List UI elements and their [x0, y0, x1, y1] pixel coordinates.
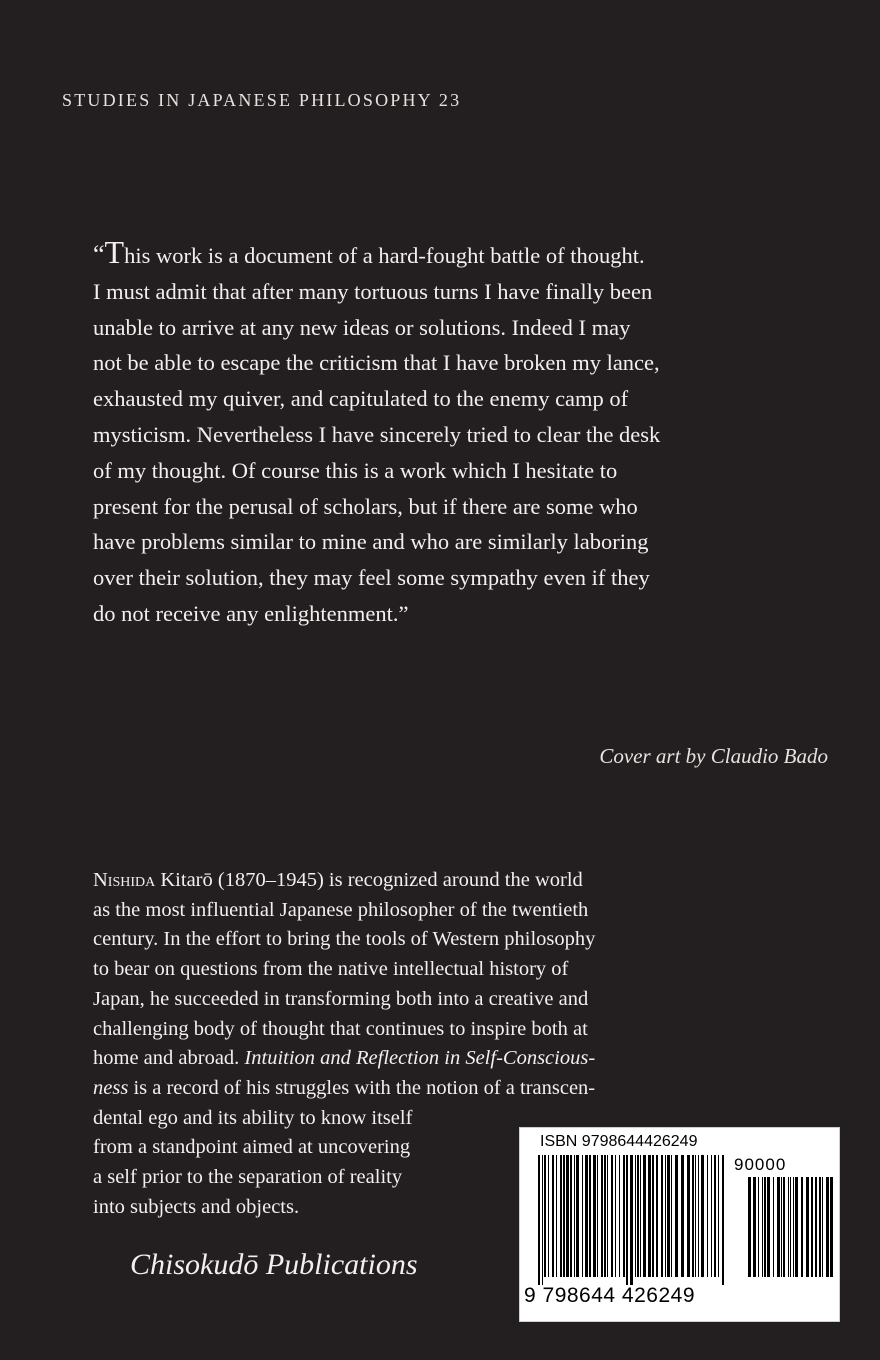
- barcode-bar: [607, 1155, 608, 1277]
- barcode-bar: [822, 1177, 823, 1277]
- barcode-bar: [542, 1155, 543, 1285]
- barcode-bar: [576, 1155, 579, 1277]
- barcode-bar: [718, 1155, 719, 1277]
- blurb-line: century. In the effort to bring the tools of Western philosophy: [93, 928, 596, 951]
- barcode-bar: [790, 1177, 791, 1277]
- book-title-part-2: ness: [93, 1076, 129, 1099]
- barcode-bar: [637, 1155, 639, 1277]
- barcode-bar: [687, 1155, 690, 1277]
- barcode-bar: [648, 1155, 651, 1277]
- barcode-bar: [758, 1177, 759, 1277]
- barcode-bar: [611, 1155, 613, 1277]
- barcode-bar: [764, 1177, 766, 1277]
- barcode-bar: [585, 1155, 588, 1277]
- barcode-bar: [538, 1155, 540, 1285]
- quote-line: present for the perusal of scholars, but if there are some who: [93, 493, 638, 519]
- addon-number: 90000: [734, 1155, 787, 1174]
- quote-line: over their solution, they may feel some sympathy even if they: [93, 565, 650, 591]
- barcode-bar: [552, 1155, 554, 1277]
- series-title: STUDIES IN JAPANESE PHILOSOPHY 23: [62, 90, 462, 110]
- barcode-bar: [753, 1177, 756, 1277]
- cover-art-credit: Cover art by Claudio Bado: [599, 744, 828, 768]
- blurb-line-7-plain: home and abroad.: [93, 1047, 245, 1070]
- barcode-bar: [556, 1155, 557, 1277]
- barcode-bar: [635, 1155, 636, 1277]
- quote-line: mysticism. Nevertheless I have sincerely tried to clear the desk: [93, 421, 661, 447]
- barcode-bar: [661, 1155, 663, 1277]
- barcode-bar: [692, 1155, 694, 1277]
- barcode-bar: [826, 1177, 829, 1277]
- quote-line: have problems similar to mine and who are similarly laboring: [93, 529, 649, 555]
- barcode-bar: [615, 1155, 616, 1277]
- barcode-bar: [566, 1155, 569, 1277]
- blurb-line-7: [93, 1044, 693, 1074]
- barcode-bar: [623, 1155, 625, 1277]
- blurb-line: a self prior to the separation of reality: [93, 1166, 403, 1189]
- barcode-bar: [698, 1155, 699, 1277]
- publisher-name: Chisokudō Publications: [130, 1248, 418, 1281]
- barcode-bar: [795, 1177, 798, 1277]
- barcode-bar: [589, 1155, 591, 1277]
- barcode-bar: [811, 1177, 813, 1277]
- barcode-bar: [560, 1155, 562, 1277]
- barcode-bar: [643, 1155, 646, 1277]
- isbn-barcode: [519, 1127, 840, 1322]
- barcode-bar: [630, 1155, 633, 1285]
- blurb-line-1: [93, 866, 693, 896]
- quote-initial: T: [104, 234, 125, 270]
- ean13-bars: [524, 1155, 728, 1285]
- barcode-bar: [665, 1155, 666, 1277]
- barcode-bar: [815, 1177, 817, 1277]
- barcode-bar: [619, 1155, 620, 1277]
- barcode-bar: [695, 1155, 696, 1277]
- blurb-line: from a standpoint aimed at uncovering: [93, 1136, 411, 1159]
- barcode-bar: [762, 1177, 763, 1277]
- blurb-line: as the most influential Japanese philosopher of the twentieth: [93, 898, 589, 921]
- blurb-line: dental ego and its ability to know itself: [93, 1106, 413, 1129]
- barcode-bar: [582, 1155, 583, 1277]
- barcode-bar: [671, 1155, 672, 1277]
- quote-line: exhausted my quiver, and capitulated to the enemy camp of: [93, 386, 629, 412]
- barcode-bar: [593, 1155, 596, 1277]
- quote-line-1: [93, 236, 773, 274]
- barcode-bar: [801, 1177, 803, 1277]
- barcode-bar: [783, 1177, 785, 1277]
- blurb-line-8-plain: is a record of his struggles with the notion of a transcen-: [128, 1076, 596, 1099]
- quote-line: of my thought. Of course this is a work which I hesitate to: [93, 457, 618, 483]
- barcode-bar: [652, 1155, 654, 1277]
- quote-line: I must admit that after many tortuous turns I have finally been: [93, 278, 653, 304]
- barcode-bar: [781, 1177, 782, 1277]
- quote-line-1-rest: his work is a document of a hard-fought battle of thought.: [124, 243, 645, 268]
- addon-bars: [734, 1177, 834, 1285]
- barcode-bar: [640, 1155, 641, 1277]
- barcode-bar: [793, 1177, 794, 1277]
- barcode-bar: [675, 1155, 678, 1277]
- barcode-bar: [748, 1177, 751, 1277]
- barcode-bar: [570, 1155, 572, 1277]
- barcode-bar: [711, 1155, 712, 1277]
- barcode-bar: [544, 1155, 546, 1277]
- blurb-line: into subjects and objects.: [93, 1195, 300, 1218]
- barcode-bar: [819, 1177, 821, 1277]
- barcode-bar: [604, 1155, 606, 1277]
- barcode-bar: [767, 1177, 770, 1277]
- barcode-bar: [722, 1155, 724, 1285]
- blurb-line: to bear on questions from the native intellectual history of: [93, 958, 569, 981]
- barcode-bar: [773, 1177, 774, 1277]
- book-title-part-1: Intuition and Reflection in Self-Conscious-: [244, 1047, 596, 1070]
- barcode-bar: [806, 1177, 809, 1277]
- quote-open-mark: “: [93, 240, 105, 269]
- blurb-line: Japan, he succeeded in transforming both into a creative and: [93, 987, 589, 1010]
- barcode-bar: [777, 1177, 780, 1277]
- barcode-bar: [601, 1155, 603, 1277]
- barcode-bar: [681, 1155, 684, 1277]
- barcode-bar: [667, 1155, 670, 1277]
- barcode-bar: [714, 1155, 716, 1277]
- blurb-line: challenging body of thought that continues to inspire both at: [93, 1017, 588, 1040]
- author-surname: Nishida: [93, 869, 156, 891]
- isbn-label: ISBN 9798644426249: [540, 1133, 698, 1150]
- barcode-bar: [563, 1155, 565, 1277]
- quote-line: not be able to escape the criticism that I have broken my lance,: [93, 350, 660, 376]
- barcode-bar: [707, 1155, 708, 1277]
- barcode-bar: [574, 1155, 575, 1277]
- quote-line: do not receive any enlightenment.”: [93, 600, 409, 626]
- barcode-bar: [656, 1155, 658, 1277]
- barcode-bar: [548, 1155, 549, 1277]
- blurb-line-8: [93, 1074, 693, 1104]
- barcode-bar: [830, 1177, 833, 1277]
- blurb-line-1-rest: Kitarō (1870–1945) is recognized around the world: [155, 869, 583, 891]
- quote-line: unable to arrive at any new ideas or solutions. Indeed I may: [93, 314, 631, 340]
- isbn-digits: 9 798644 426249: [524, 1284, 695, 1307]
- pull-quote: [93, 236, 773, 632]
- barcode-bar: [701, 1155, 704, 1277]
- barcode-bar: [626, 1155, 628, 1285]
- barcode-bar: [597, 1155, 598, 1277]
- barcode-bar: [788, 1177, 789, 1277]
